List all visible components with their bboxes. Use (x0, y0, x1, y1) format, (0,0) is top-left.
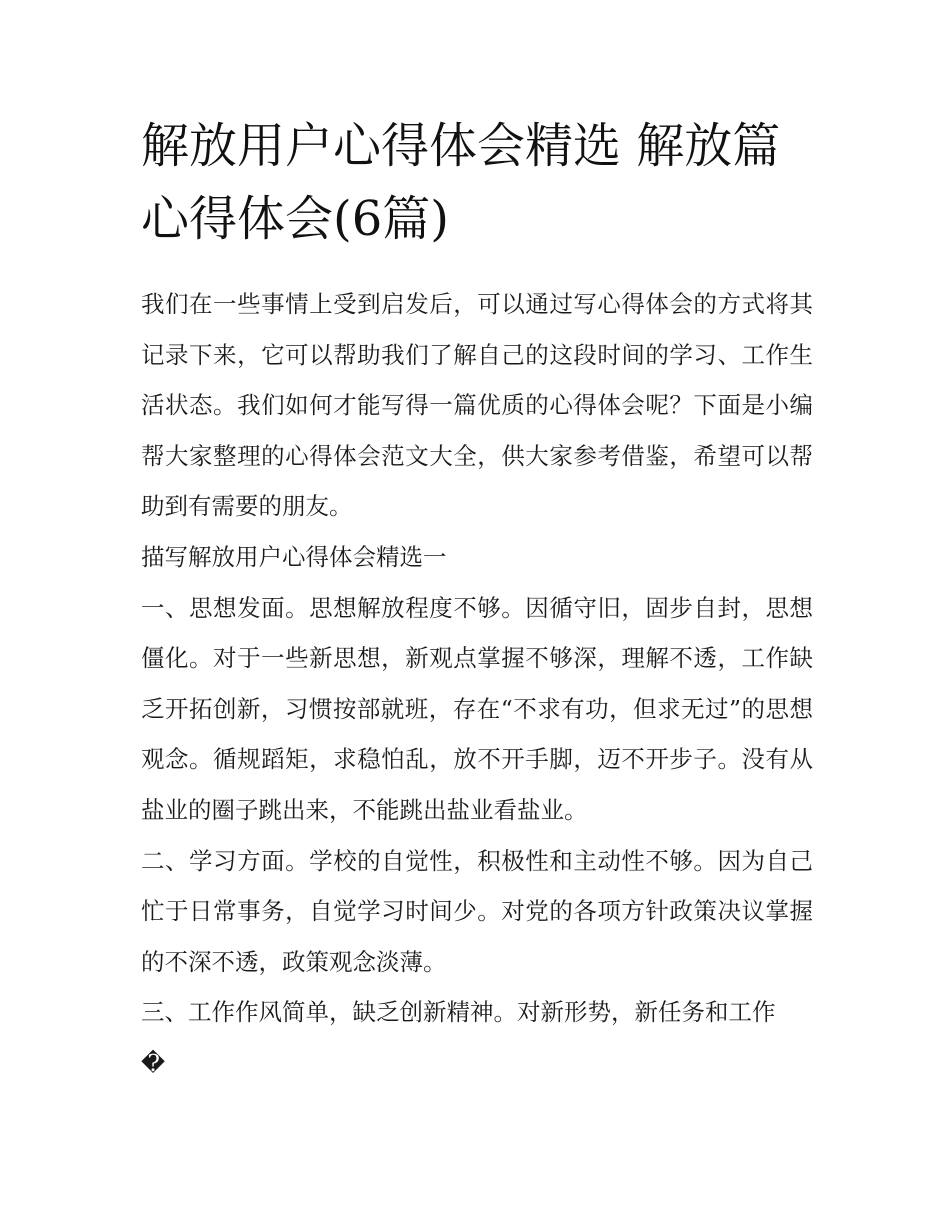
replacement-glyph: � (141, 1048, 166, 1077)
document-content (141, 110, 813, 1089)
intro-paragraph: 我们在一些事情上受到启发后，可以通过写心得体会的方式将其记录下来，它可以帮助我们了解自己的这段时间的学习、工作生活状态。我们如何才能写得一篇优质的心得体会呢？下面是小编帮大家整理的心得体会范文大全，供大家参考借鉴，希望可以帮助到有需要的朋友。 (141, 290, 813, 521)
document-title: 解放用户心得体会精选 解放篇心得体会(6篇) (141, 118, 781, 247)
paragraph-1: 一、思想发面。思想解放程度不够。因循守旧，固步自封，思想僵化。对于一些新思想，新观点掌握不够深，理解不透，工作缺乏开拓创新，习惯按部就班，存在“不求有功，但求无过”的思想观念。循规蹈矩，求稳怕乱，放不开手脚，迈不开步子。没有从盐业的圈子跳出来，不能跳出盐业看盐业。 (141, 593, 813, 824)
section-heading: 描写解放用户心得体会精选一 (141, 542, 447, 571)
paragraph-3: 三、工作作风简单，缺乏创新精神。对新形势，新任务和工作 (141, 998, 776, 1027)
document-body (141, 279, 813, 1089)
paragraph-2: 二、学习方面。学校的自觉性，积极性和主动性不够。因为自己忙于日常事务，自觉学习时间少。对党的各项方针政策决议掌握的不深不透，政策观念淡薄。 (141, 846, 813, 976)
